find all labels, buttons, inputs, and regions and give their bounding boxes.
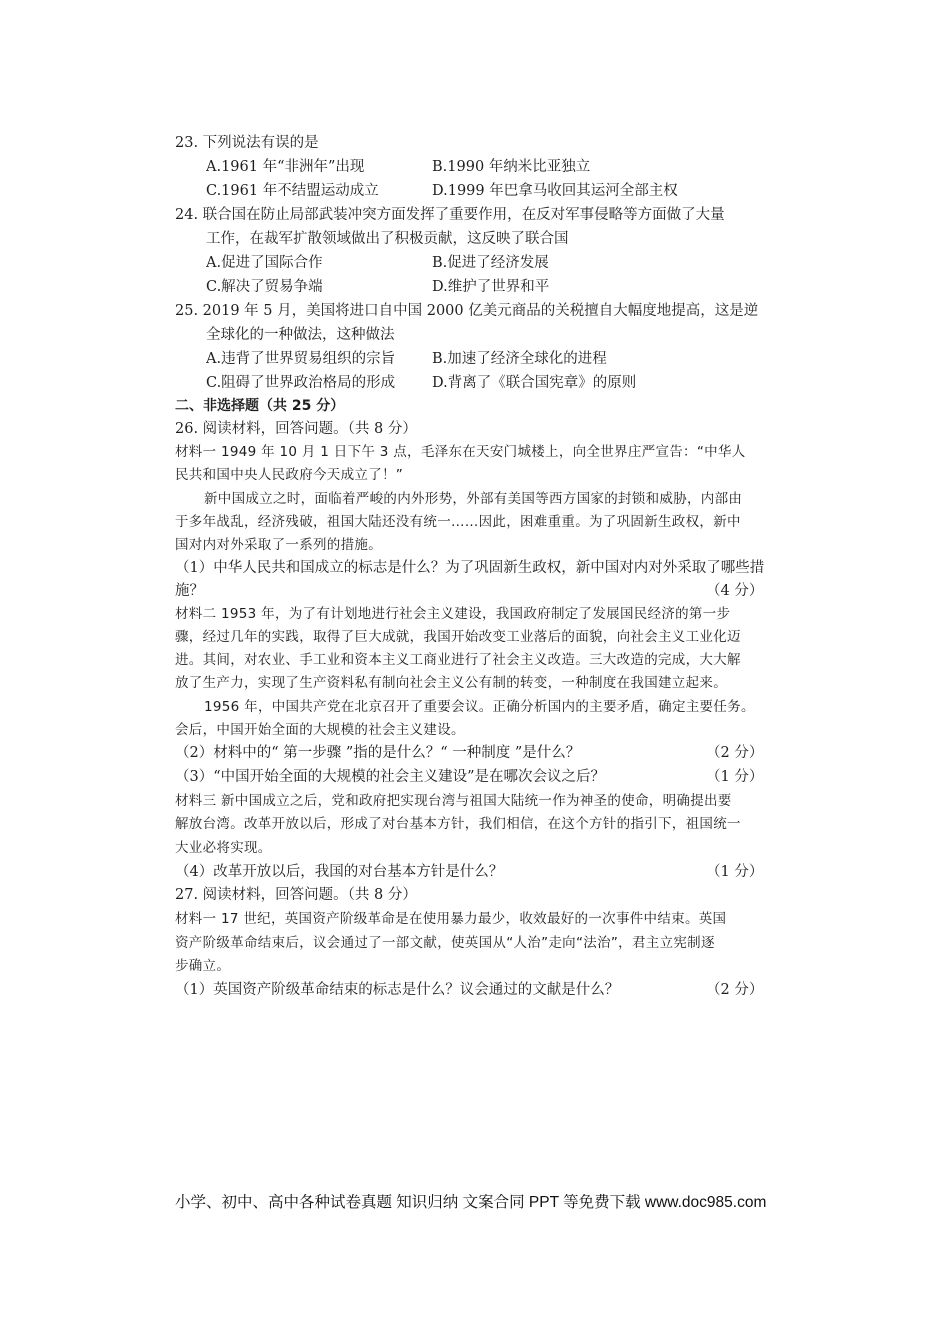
q24-option-d: D.维护了世界和平 (432, 279, 550, 295)
q23-option-c: C.1961 年不结盟运动成立 (206, 183, 379, 199)
q24-stem-line1: 24. 联合国在防止局部武装冲突方面发挥了重要作用，在反对军事侵略等方面做了大量 (175, 207, 725, 223)
q26-part1-score: （4 分） (706, 583, 764, 599)
q23-option-a: A.1961 年“非洲年”出现 (206, 159, 365, 175)
q26-material1-line1: 材料一 1949 年 10 月 1 日下午 3 点，毛泽东在天安门城楼上，向全世界庄严宣告：“中华人 (175, 444, 746, 460)
q26-material1-line2: 民共和国中央人民政府今天成立了！” (175, 467, 404, 483)
q26-material2-line6: 会后，中国开始全面的大规模的社会主义建设。 (175, 722, 465, 738)
q24-option-b: B.促进了经济发展 (432, 255, 549, 271)
q27-material1-line1: 材料一 17 世纪，英国资产阶级革命是在使用暴力最少，收效最好的一次事件中结束。英国 (175, 911, 727, 927)
q26-part3-score: （1 分） (706, 769, 764, 785)
q26-part2: （2）材料中的“ 第一步骤 ”指的是什么？“ 一种制度 ”是什么？ (175, 745, 581, 761)
q26-material1-line3: 新中国成立之时，面临着严峻的内外形势，外部有美国等西方国家的封锁和威胁，内部由 (204, 491, 743, 507)
q25-stem-line1: 25. 2019 年 5 月，美国将进口自中国 2000 亿美元商品的关税擅自大幅度地提高，这是逆 (175, 303, 759, 319)
q26-material1-line4: 于多年战乱，经济残破，祖国大陆还没有统一……因此，困难重重。为了巩固新生政权，新中 (175, 514, 741, 530)
q23-option-d: D.1999 年巴拿马收回其运河全部主权 (432, 183, 678, 199)
q27-part1: （1）英国资产阶级革命结束的标志是什么？议会通过的文献是什么？ (175, 982, 620, 998)
q24-option-c: C.解决了贸易争端 (206, 279, 323, 295)
q25-option-d: D.背离了《联合国宪章》的原则 (432, 375, 637, 391)
q26-material1-line5: 国对内对外采取了一系列的措施。 (175, 537, 382, 553)
q26-stem: 26. 阅读材料，回答问题。（共 8 分） (175, 421, 417, 437)
q26-material2-line3: 进。其间，对农业、手工业和资本主义工商业进行了社会主义改造。三大改造的完成，大大解 (175, 652, 741, 668)
q27-stem: 27. 阅读材料，回答问题。（共 8 分） (175, 887, 417, 903)
q24-stem-line2: 工作，在裁军扩散领域做出了积极贡献，这反映了联合国 (206, 231, 569, 247)
q26-material3-line3: 大业必将实现。 (175, 840, 272, 856)
q25-option-c: C.阻碍了世界政治格局的形成 (206, 375, 396, 391)
q27-part1-score: （2 分） (706, 982, 764, 998)
q23-stem: 23. 下列说法有误的是 (175, 135, 319, 151)
q23-option-b: B.1990 年纳米比亚独立 (432, 159, 591, 175)
q25-stem-line2: 全球化的一种做法，这种做法 (206, 327, 395, 343)
q26-part3: （3）“中国开始全面的大规模的社会主义建设”是在哪次会议之后？ (175, 769, 606, 785)
q26-material2-line4: 放了生产力，实现了生产资料私有制向社会主义公有制的转变，一种制度在我国建立起来。 (175, 675, 727, 691)
q26-part1-line1: （1）中华人民共和国成立的标志是什么？为了巩固新生政权，新中国对内对外采取了哪些措 (175, 560, 765, 576)
q26-part4: （4）改革开放以后，我国的对台基本方针是什么？ (175, 864, 504, 880)
q26-part1-line2: 施？ (175, 583, 204, 599)
footer-watermark: 小学、初中、高中各种试卷真题 知识归纳 文案合同 PPT 等免费下载 www.doc985.com (175, 1194, 767, 1211)
q26-part2-score: （2 分） (706, 745, 764, 761)
q25-option-a: A.违背了世界贸易组织的宗旨 (206, 351, 396, 367)
q25-option-b: B.加速了经济全球化的进程 (432, 351, 607, 367)
q26-material3-line2: 解放台湾。改革开放以后，形成了对台基本方针，我们相信，在这个方针的指引下，祖国统一 (175, 816, 741, 832)
q27-material1-line2: 资产阶级革命结束后，议会通过了一部文献，使英国从“人治”走向“法治”，君主立宪制逐 (175, 935, 715, 951)
q24-option-a: A.促进了国际合作 (206, 255, 323, 271)
q27-material1-line3: 步确立。 (175, 958, 231, 974)
section-heading: 二、非选择题（共 25 分） (175, 398, 345, 414)
q26-material2-line2: 骤，经过几年的实践，取得了巨大成就，我国开始改变工业落后的面貌，向社会主义工业化迈 (175, 629, 741, 645)
q26-material2-line5: 1956 年，中国共产党在北京召开了重要会议。正确分析国内的主要矛盾，确定主要任务。 (204, 699, 755, 715)
q26-material2-line1: 材料二 1953 年，为了有计划地进行社会主义建设，我国政府制定了发展国民经济的第一步 (175, 606, 731, 622)
q26-material3-line1: 材料三 新中国成立之后，党和政府把实现台湾与祖国大陆统一作为神圣的使命，明确提出要 (175, 793, 732, 809)
q26-part4-score: （1 分） (706, 864, 764, 880)
